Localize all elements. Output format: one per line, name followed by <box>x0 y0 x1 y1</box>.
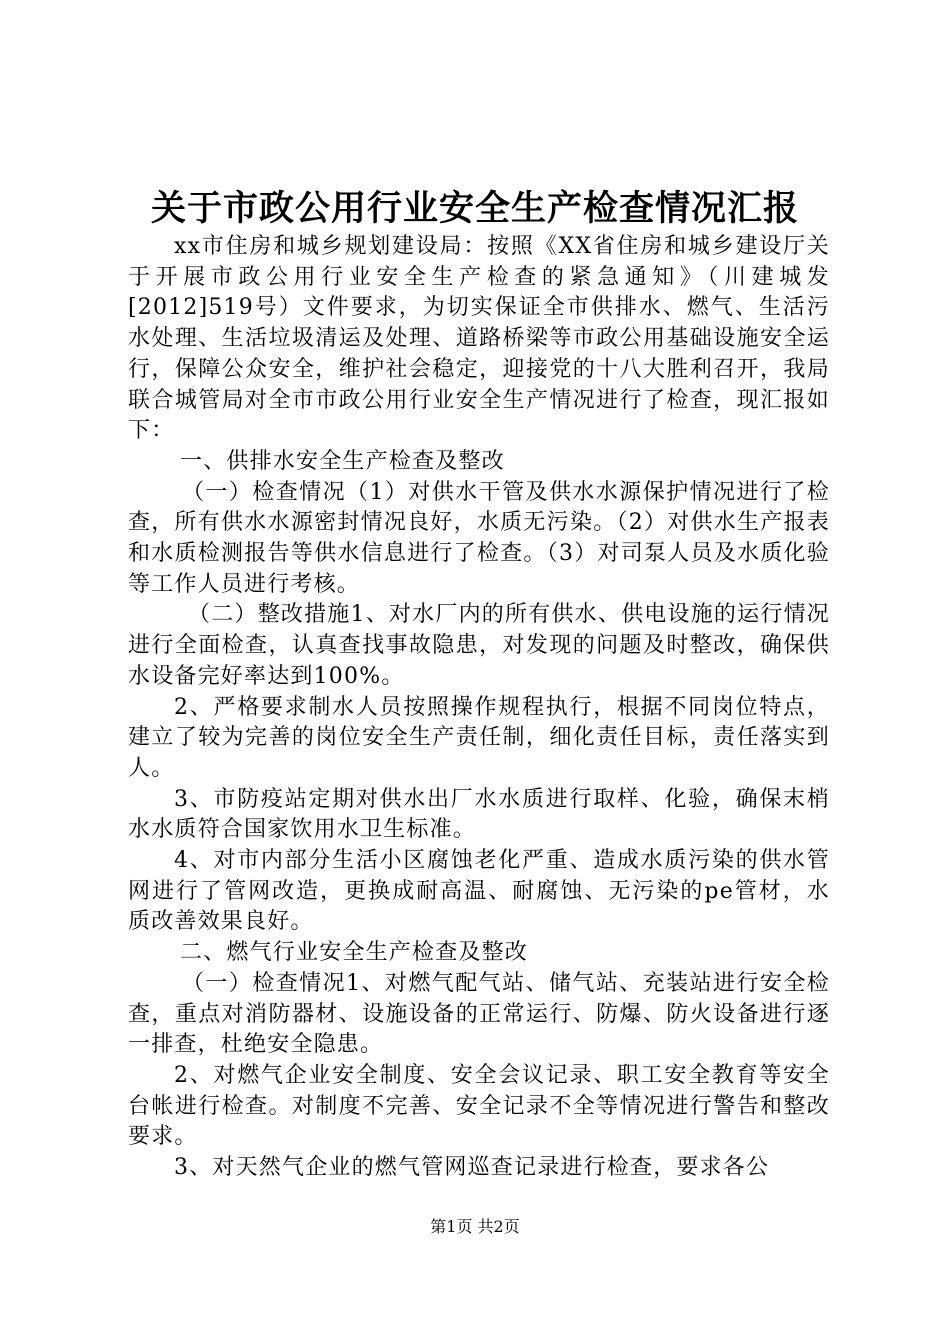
paragraph-water-item-2: 2、严格要求制水人员按照操作规程执行，根据不同岗位特点，建立了较为完善的岗位安全生产责任制，细化责任目标，责任落实到人。 <box>128 694 830 781</box>
paragraph-gas-item-2: 2、对燃气企业安全制度、安全会议记录、职工安全教育等安全台帐进行检查。对制度不完善、安全记录不全等情况进行警告和整改要求。 <box>128 1062 830 1150</box>
paragraph-gas-inspection: （一）检查情况1、对燃气配气站、储气站、充装站进行安全检查，重点对消防器材、设施设备的正常运行、防爆、防火设备进行逐一排查，杜绝安全隐患。 <box>128 970 830 1058</box>
document-body <box>128 232 830 1184</box>
paragraph-water-measures: （二）整改措施1、对水厂内的所有供水、供电设施的运行情况进行全面检查，认真查找事故隐患，对发现的问题及时整改，确保供水设备完好率达到100%。 <box>128 602 830 689</box>
section-heading-water: 一、供排水安全生产检查及整改 <box>180 448 505 474</box>
section-heading-gas: 二、燃气行业安全生产检查及整改 <box>180 940 529 966</box>
page-footer: 第1页 共2页 <box>430 1217 520 1236</box>
paragraph-gas-item-3: 3、对天然气企业的燃气管网巡查记录进行检查，要求各公 <box>174 1155 770 1181</box>
paragraph-intro: xx市住房和城乡规划建设局：按照《XX省住房和城乡建设厅关于开展市政公用行业安全生产检查的紧急通知》（川建城发[2012]519号）文件要求，为切实保证全市供排水、燃气、生活污水处理、生活垃圾清运及处理、道路桥梁等市政公用基础设施安全运行，保障公众安全，维护社会稳定，迎接党的十八大胜利召开，我局联合城管局对全市市政公用行业安全生产情况进行了检查，现汇报如下： <box>128 234 830 444</box>
document-title: 关于市政公用行业安全生产检查情况汇报 <box>150 188 799 229</box>
paragraph-water-item-4: 4、对市内部分生活小区腐蚀老化严重、造成水质污染的供水管网进行了管网改造，更换成耐高温、耐腐蚀、无污染的pe管材，水质改善效果良好。 <box>128 848 830 935</box>
paragraph-water-item-3: 3、市防疫站定期对供水出厂水水质进行取样、化验，确保末梢水水质符合国家饮用水卫生标准。 <box>128 786 830 843</box>
paragraph-water-inspection: （一）检查情况（1）对供水干管及供水水源保护情况进行了检查，所有供水水源密封情况良好，水质无污染。（2）对供水生产报表和水质检测报告等供水信息进行了检查。（3）对司泵人员及水质化验等工作人员进行考核。 <box>128 479 830 597</box>
